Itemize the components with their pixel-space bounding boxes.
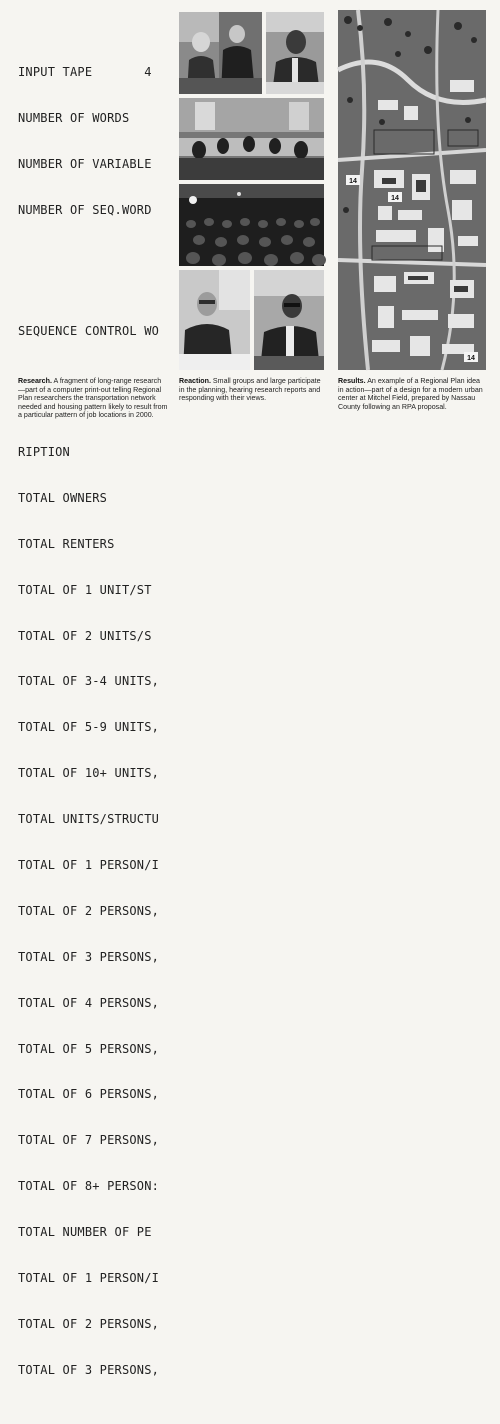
printout-line: TOTAL OF 10+ UNITS, [18,766,160,781]
printout-line: TOTAL OF 7 PERSONS, [18,1133,160,1148]
printout-line: TOTAL OF 5-9 UNITS, [18,720,160,735]
printout-line: INPUT TAPE 4 [18,65,152,80]
printout-line: TOTAL OF 5 PERSONS, [18,1041,160,1056]
printout-line: TOTAL OWNERS [18,490,108,505]
printout-line: TOTAL OF 2 PERSONS, [18,903,160,918]
printout-line: TOTAL OF 4 PERSONS, [18,995,160,1010]
caption-body: A fragment of long-range research—part of a computer print-out telling Regional Plan researchers the transportation network needed and housing pattern likely to result from a particular pattern of job locations in 2000. [18,377,168,420]
printout-line: TOTAL OF 3 PERSONS, [18,1362,160,1377]
printout-line: TOTAL OF 3 PERSONS, [18,949,160,964]
auditorium-photo [179,184,324,266]
printout-line: NUMBER OF SEQ.WORD [18,202,152,217]
printout-line: TOTAL OF 1 PERSON/I [18,858,160,873]
urban-center-plan-map [338,10,486,370]
participant-photo [254,270,324,370]
meeting-photo-1 [179,12,262,94]
speaker-photo [179,270,250,370]
reaction-caption [179,377,325,403]
caption-body: An example of a Regional Plan idea in action—part of a design for a modern urban center at Mitchel Field, prepared by Nassau County following an RPA proposal. [338,377,483,411]
printout-line: TOTAL RENTERS [18,536,115,551]
printout-line: TOTAL NUMBER OF PE [18,1225,152,1240]
caption-heading: Research. [18,377,52,385]
printout-line: TOTAL OF 2 PERSONS, [18,1316,160,1331]
printout-table [18,414,168,1408]
results-caption [338,377,486,411]
printout-line: TOTAL OF 8+ PERSON: [18,1179,160,1194]
printout-line: TOTAL OF 2 UNITS/S [18,628,152,643]
printout-line: TOTAL OF 6 PERSONS, [18,1087,160,1102]
printout-header [18,35,168,249]
printout-line: TOTAL OF 1 UNIT/ST [18,582,152,597]
map-label-14: 14 [391,195,399,202]
printout-line: TOTAL UNITS/STRUCTU [18,812,160,827]
meeting-photo-2 [266,12,324,94]
map-label-14: 14 [349,178,357,185]
printout-line: TOTAL OF 3-4 UNITS, [18,674,160,689]
printout-line: SEQUENCE CONTROL WO [18,323,160,338]
caption-heading: Reaction. [179,377,211,385]
printout-line: NUMBER OF VARIABLE [18,156,152,171]
conference-room-photo [179,98,324,180]
caption-body: Small groups and large participate in the planning, hearing research reports and responding with their views. [179,377,321,403]
printout-line: TOTAL OF 1 PERSON/I [18,1271,160,1286]
caption-heading: Results. [338,377,366,385]
printout-line: RIPTION [18,445,70,460]
map-label-14: 14 [467,355,475,362]
printout-line: NUMBER OF WORDS [18,111,130,126]
research-caption [18,377,168,420]
